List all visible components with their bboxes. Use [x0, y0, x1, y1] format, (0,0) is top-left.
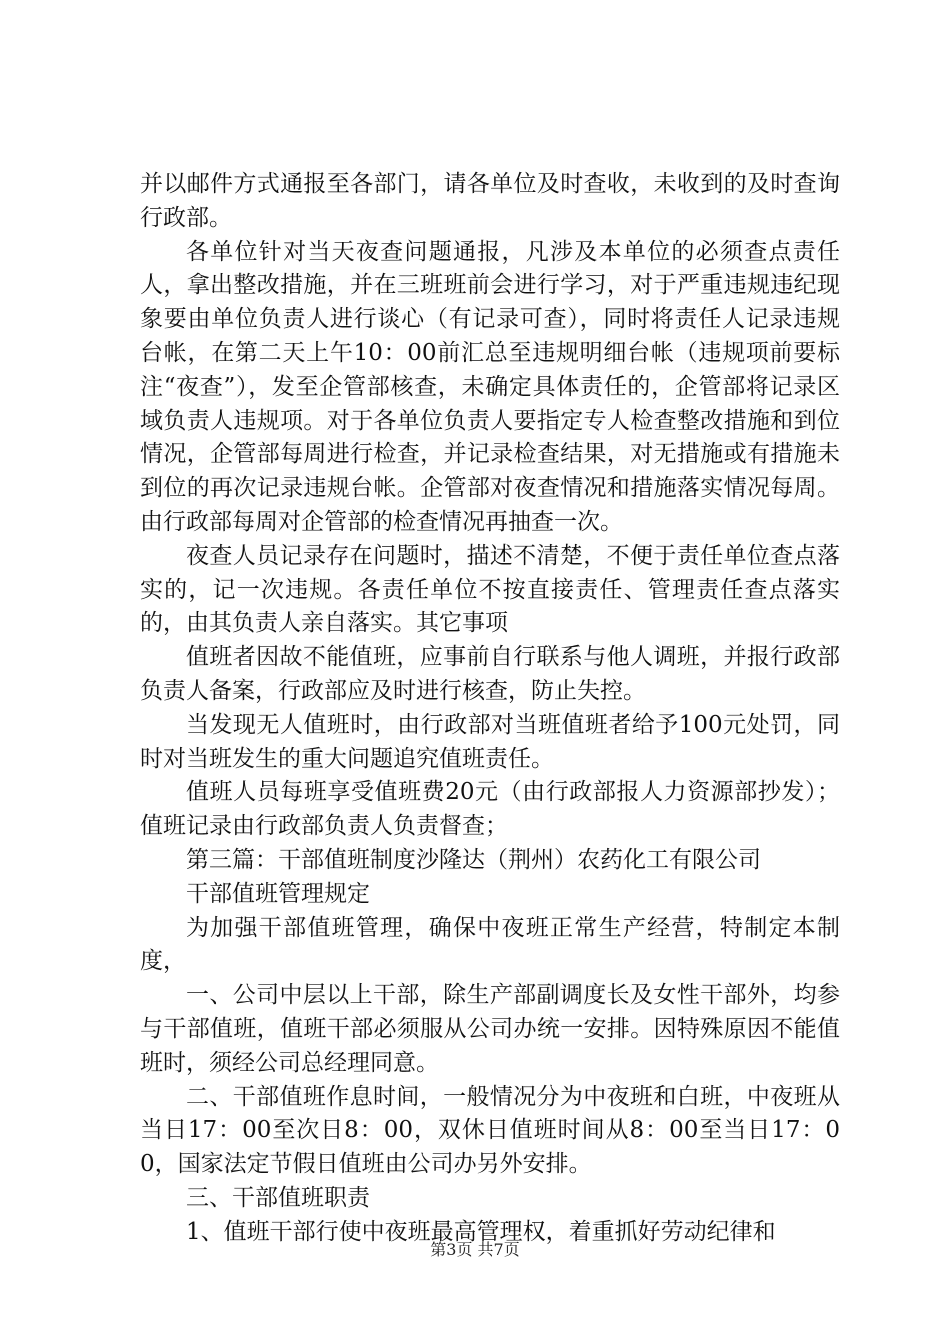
- section-heading: 第三篇：干部值班制度沙隆达（荆州）农药化工有限公司: [186, 846, 761, 873]
- paragraph: 夜查人员记录存在问题时，描述不清楚，不便于责任单位查点落实的，记一次违规。各责任单位不按直接责任、管理责任查点落实的，由其负责人亲自落实。其它事项: [140, 542, 840, 637]
- section-heading: 三、干部值班职责: [186, 1184, 370, 1211]
- paragraph: 一、公司中层以上干部，除生产部副调度长及女性干部外，均参与干部值班，值班干部必须服从公司办统一安排。因特殊原因不能值班时，须经公司总经理同意。: [140, 982, 840, 1076]
- paragraph: 各单位针对当天夜查问题通报，凡涉及本单位的必须查点责任人，拿出整改措施，并在三班班前会进行学习，对于严重违规违纪现象要由单位负责人进行谈心（有记录可查），同时将责任人记录违规台帐，在第二天上午10：00前汇总至违规明细台帐（违规项前要标注“夜查”），发至企管部核查，未确定具体责任的，企管部将记录区域负责人违规项。对于各单位负责人要指定专人检查整改措施和到位情况，企管部每周进行检查，并记录检查结果，对无措施或有措施未到位的再次记录违规台帐。企管部对夜查情况和措施落实情况每周。由行政部每周对企管部的检查情况再抽查一次。: [140, 238, 840, 535]
- paragraph: 1、值班干部行使中夜班最高管理权，着重抓好劳动纪律和: [186, 1218, 776, 1245]
- section-subtitle: 干部值班管理规定: [186, 880, 370, 907]
- paragraph: 当发现无人值班时，由行政部对当班值班者给予100元处罚，同时对当班发生的重大问题追究值班责任。: [140, 711, 840, 772]
- paragraph: 为加强干部值班管理，确保中夜班正常生产经营，特制定本制度，: [140, 914, 840, 975]
- paragraph: 值班人员每班享受值班费20元（由行政部报人力资源部抄发）；值班记录由行政部负责人负责督查；: [140, 779, 840, 840]
- paragraph: 二、干部值班作息时间，一般情况分为中夜班和白班，中夜班从当日17：00至次日8：00，双休日值班时间从8：00至当日17：00，国家法定节假日值班由公司办另外安排。: [140, 1083, 840, 1178]
- page-number-footer: 第3页 共7页: [430, 1240, 520, 1259]
- paragraph: 并以邮件方式通报至各部门，请各单位及时查收，未收到的及时查询行政部。: [140, 171, 840, 231]
- paragraph: 值班者因故不能值班，应事前自行联系与他人调班，并报行政部负责人备案，行政部应及时进行核查，防止失控。: [140, 644, 840, 704]
- document-body: [140, 168, 840, 1250]
